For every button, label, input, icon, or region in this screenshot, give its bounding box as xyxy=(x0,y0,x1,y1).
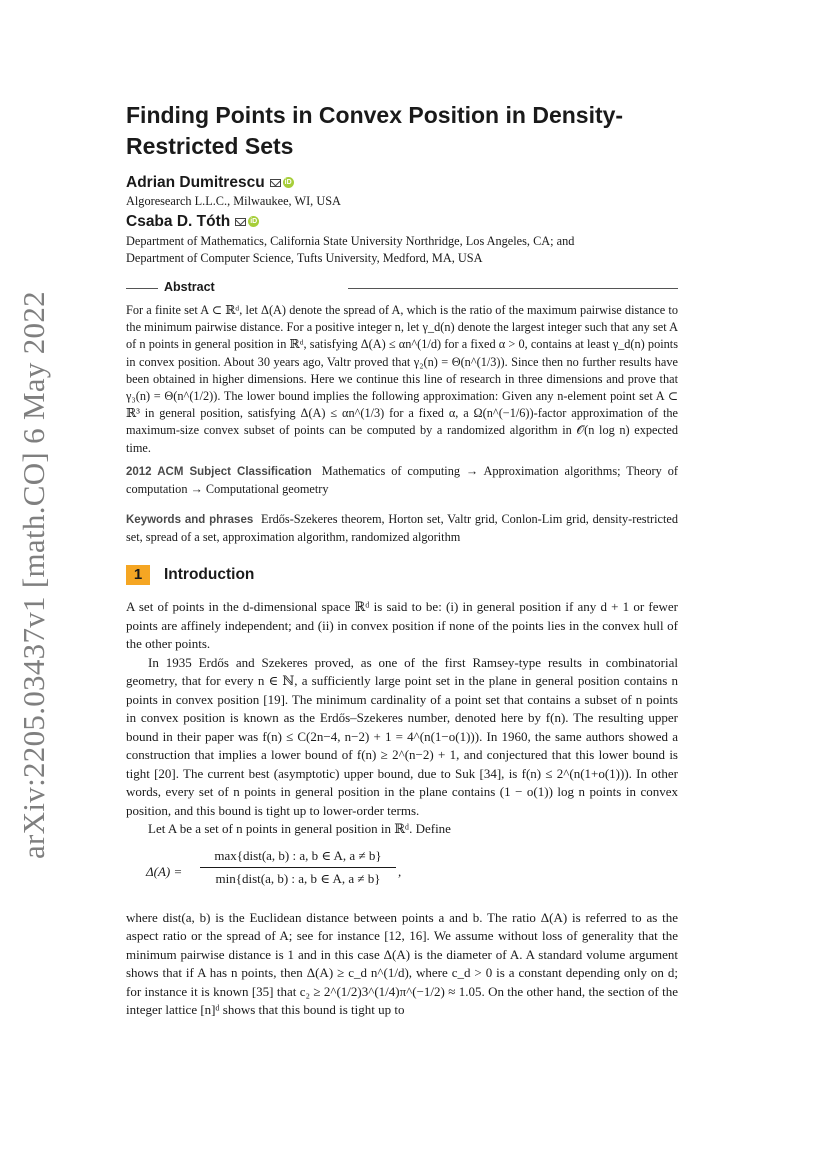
paragraph: A set of points in the d-dimensional space ℝᵈ is said to be: (i) in general position if any d + 1 or fewer points are affinely independent; and (ii) in convex position if none of the points lies in the convex hull of the other points. xyxy=(126,599,678,651)
acm-label: 2012 ACM Subject Classification xyxy=(126,466,312,478)
email-icon[interactable] xyxy=(235,218,246,226)
equation-numerator: max{dist(a, b) : a, b ∈ A, a ≠ b} xyxy=(200,847,396,869)
paragraph: Let A be a set of n points in general position in ℝᵈ. Define xyxy=(148,821,451,836)
keywords-text: Erdős-Szekeres theorem, Horton set, Valtr grid, Conlon-Lim grid, density-restricted set, spread of a set, approximation algorithm, randomized algorithm xyxy=(126,512,678,545)
equation-lhs: Δ(A) = xyxy=(146,863,183,879)
equation-fraction xyxy=(200,847,396,889)
author-2-affiliation-1: Department of Mathematics, California State University Northridge, Los Angeles, CA; and xyxy=(126,234,575,248)
abstract-text: For a finite set A ⊂ ℝᵈ, let Δ(A) denote the spread of A, which is the ratio of the maximum pairwise distance to the minimum pairwise distance. For a positive integer n, let γ_d(n) denote the largest integer such that any set A of n points in general position in ℝᵈ, satisfying Δ(A) ≤ αn^(1/d) for a fixed α > 0, contains at least γ_d(n) points in convex position. About 30 years ago, Valtr proved that γ₂(n) = Θ(n^(1/3)). Since then no further results have been obtained in higher dimensions. Here we continue this line of research in three dimensions and prove that γ₃(n) = Θ(n^(1/2)). The lower bound implies the following approximation: Given any n-element point set A ⊂ ℝ³ in general position, satisfying Δ(A) ≤ αn^(1/3) for a fixed α, a Ω(n^(−1/6))-factor approximation of the maximum-size convex subset of points can be computed by a randomized algorithm in 𝒪(n log n) expected time. xyxy=(126,303,678,455)
body-text xyxy=(126,598,678,1020)
section-title: Introduction xyxy=(164,566,255,583)
equation-denominator: min{dist(a, b) : a, b ∈ A, a ≠ b} xyxy=(215,871,381,886)
author-2 xyxy=(126,213,259,231)
spread-equation xyxy=(126,839,678,909)
equation-tail: , xyxy=(398,863,402,879)
section-number: 1 xyxy=(126,565,150,585)
orcid-icon[interactable]: iD xyxy=(284,179,292,187)
paragraph: In 1935 Erdős and Szekeres proved, as one of the first Ramsey-type results in combinatorial geometry, that for every n ∈ ℕ, a sufficiently large point set in the plane in general position contains n points in convex position [19]. The minimum cardinality of a point set that contains a subset of n points in convex position is known as the Erdős–Szekeres number, denoted here by f(n). The resulting upper bound in their paper was f(n) ≤ C(2n−4, n−2) + 1 = 4^(n(1−o(1))). In 1960, the same authors showed a construction that implies a lower bound of f(n) ≥ 2^(n−2) + 1, and conjectured that this lower bound is tight [20]. The current best (asymptotic) upper bound, due to Suk [34], is f(n) ≤ 2^(n(1+o(1))). In other words, every set of n points in general position in the plane contains (1 − o(1)) log n points in convex position, and this bound is tight up to lower-order terms. xyxy=(126,654,678,818)
orcid-icon[interactable]: iD xyxy=(250,218,258,226)
section-heading xyxy=(126,565,254,585)
arxiv-identifier: arXiv:2205.03437v1 [math.CO] 6 May 2022 xyxy=(16,291,51,859)
acm-text: Mathematics of computing → Approximation algorithms; Theory of computation → Computational geometry xyxy=(126,464,678,497)
keywords xyxy=(126,511,678,546)
email-icon[interactable] xyxy=(270,179,281,187)
author-2-affiliation-2: Department of Computer Science, Tufts University, Medford, MA, USA xyxy=(126,251,483,265)
keywords-label: Keywords and phrases xyxy=(126,514,254,526)
paper-title: Finding Points in Convex Position in Density-Restricted Sets xyxy=(126,102,624,159)
acm-classification xyxy=(126,463,678,498)
divider xyxy=(348,288,678,289)
author-1-affiliation: Algoresearch L.L.C., Milwaukee, WI, USA xyxy=(126,194,341,208)
abstract-label: Abstract xyxy=(164,280,215,294)
author-1-name: Adrian Dumitrescu xyxy=(126,174,265,191)
author-2-name: Csaba D. Tóth xyxy=(126,213,231,230)
divider xyxy=(126,288,158,289)
abstract-heading xyxy=(126,280,678,296)
author-1 xyxy=(126,174,294,192)
paragraph: where dist(a, b) is the Euclidean distance between points a and b. The ratio Δ(A) is referred to as the aspect ratio or the spread of A; see for instance [12, 16]. We assume without loss of generality that the minimum pairwise distance is 1 and in this case Δ(A) is the diameter of A. A standard volume argument shows that if A has n points, then Δ(A) ≥ c_d n^(1/d), where c_d > 0 is a constant depending only on d; for instance it is known [35] that c₂ ≥ 2^(1/2)3^(1/4)π^(−1/2) ≈ 1.05. On the other hand, the section of the integer lattice [n]ᵈ shows that this bound is tight up to xyxy=(126,909,678,1017)
